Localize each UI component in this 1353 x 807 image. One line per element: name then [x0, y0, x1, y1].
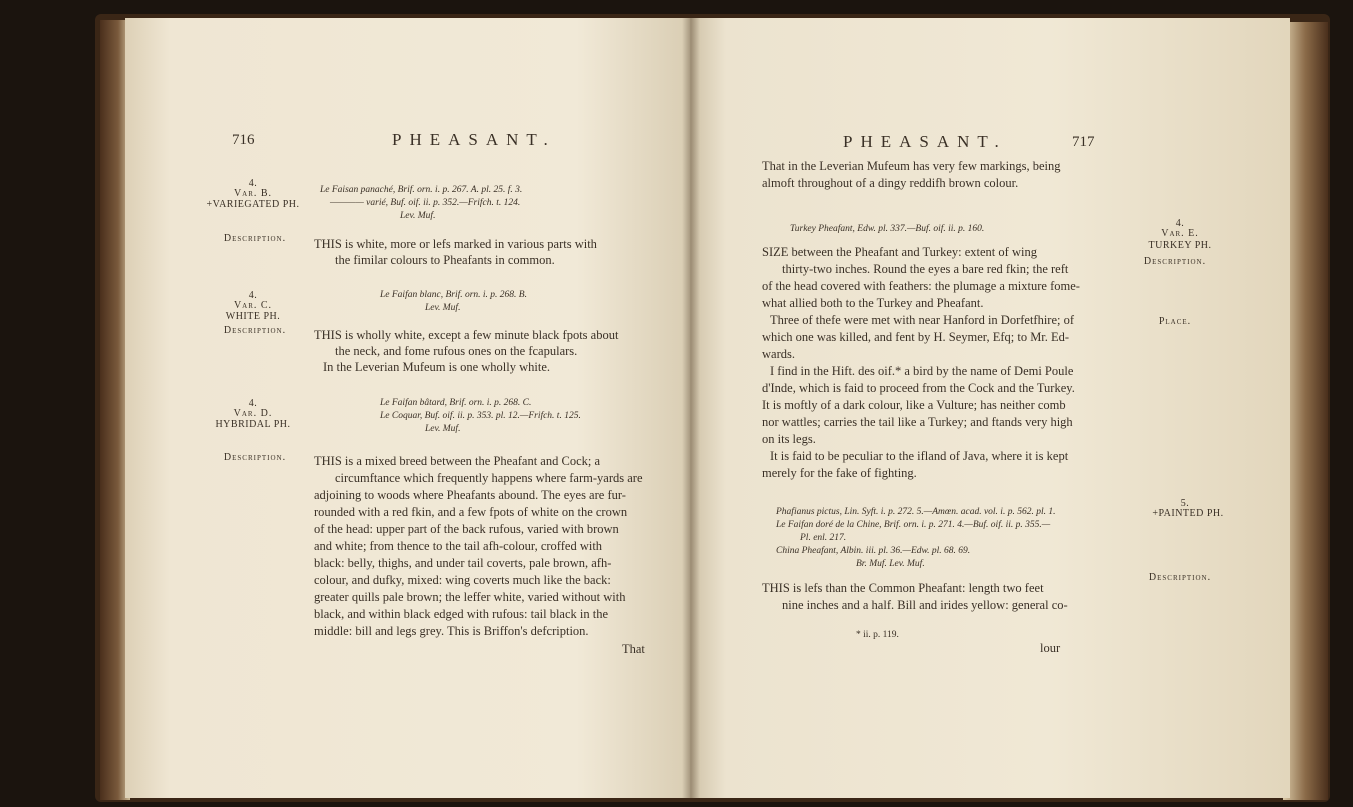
body-line: of the head covered with feathers: the plumage a mixture fome-	[762, 279, 1080, 293]
margin-name: WHITE PH.	[225, 311, 281, 322]
citation: Lev. Muf.	[425, 303, 461, 313]
margin-name: TURKEY PH.	[1148, 240, 1212, 251]
margin-var: Var. D.	[233, 408, 273, 419]
citation: Le Faisan panaché, Brif. orn. i. p. 267. A. pl. 25. f. 3.	[320, 185, 523, 195]
body-line: wards.	[762, 347, 795, 361]
body-line: It is faid to be peculiar to the ifland of Java, where it is kept	[770, 449, 1069, 463]
citation: Le Faifan blanc, Brif. orn. i. p. 268. B.	[380, 290, 527, 300]
body-line: merely for the fake of fighting.	[762, 466, 917, 480]
body-line: what allied both to the Turkey and Pheafant.	[762, 296, 984, 310]
body-line: nine inches and a half. Bill and irides yellow: general co-	[782, 598, 1068, 612]
margin-description: Description.	[1143, 256, 1207, 267]
margin-var: Var. B.	[233, 188, 273, 199]
body-line: I find in the Hift. des oif.* a bird by the name of Demi Poule	[770, 364, 1074, 378]
citation: Br. Muf. Lev. Muf.	[856, 559, 925, 569]
running-head: PHEASANT.	[392, 130, 556, 149]
running-head: PHEASANT.	[843, 132, 1007, 151]
margin-description: Description.	[223, 233, 287, 244]
margin-number: 4.	[1175, 218, 1185, 229]
body-line: greater quills pale brown; the leffer white, varied without with	[314, 590, 626, 604]
body-line: black, and within black edged with rufous: tail black in the	[314, 607, 609, 621]
citation: Turkey Pheafant, Edw. pl. 337.—Buf. oif. ii. p. 160.	[790, 224, 985, 234]
margin-name: +PAINTED PH.	[1152, 508, 1224, 519]
body-line: adjoining to woods where Pheafants abound. The eyes are fur-	[314, 488, 626, 502]
body-line: That in the Leverian Mufeum has very few markings, being	[762, 159, 1061, 173]
page-number: 717	[1072, 134, 1095, 150]
margin-number: 4.	[248, 178, 258, 189]
body-line: circumftance which frequently happens where farm-yards are	[335, 471, 643, 485]
margin-description: Description.	[223, 452, 287, 463]
citation: Le Faifan bâtard, Brif. orn. i. p. 268. C.	[380, 398, 532, 408]
citation: Pl. enl. 217.	[800, 533, 847, 543]
body-line: on its legs.	[762, 432, 816, 446]
margin-var: Var. E.	[1161, 228, 1199, 239]
body-line: middle: bill and legs grey. This is Briffon's defcription.	[314, 624, 589, 638]
margin-description: Description.	[223, 325, 287, 336]
margin-number: 4.	[248, 398, 258, 409]
body-line: THIS is a mixed breed between the Pheafant and Cock; a	[314, 454, 601, 468]
body-line: rounded with a red fkin, and a few fpots of white on the crown	[314, 505, 628, 519]
margin-var: Var. C.	[233, 300, 273, 311]
body-line: and white; from thence to the tail afh-colour, croffed with	[314, 539, 603, 553]
citation: Lev. Muf.	[425, 424, 461, 434]
citation: ———— varié, Buf. oif. ii. p. 352.—Frifch. t. 124.	[330, 198, 521, 208]
catchword: lour	[1040, 641, 1061, 655]
body-line: THIS is white, more or lefs marked in various parts with	[314, 237, 597, 251]
body-line: THIS is wholly white, except a few minute black fpots about	[314, 328, 619, 342]
body-line: black: belly, thighs, and under tail coverts, pale brown, afh-	[314, 556, 612, 570]
body-line: In the Leverian Mufeum is one wholly white.	[323, 360, 551, 374]
body-line: almoft throughout of a dingy reddifh brown colour.	[762, 176, 1019, 190]
body-line: SIZE between the Pheafant and Turkey: extent of wing	[762, 245, 1037, 259]
body-line: Three of thefe were met with near Hanford in Dorfetfhire; of	[770, 313, 1075, 327]
body-line: thirty-two inches. Round the eyes a bare red fkin; the reft	[782, 262, 1069, 276]
citation: Phafianus pictus, Lin. Syft. i. p. 272. 5.—Amœn. acad. vol. i. p. 562. pl. 1.	[776, 507, 1056, 517]
margin-number: 5.	[1180, 498, 1190, 509]
margin-name: +VARIEGATED PH.	[206, 199, 300, 210]
margin-place: Place.	[1158, 316, 1192, 327]
citation: China Pheafant, Albin. iii. pl. 36.—Edw. pl. 68. 69.	[776, 546, 971, 556]
book-gutter	[682, 18, 700, 798]
citation: Lev. Muf.	[400, 211, 436, 221]
body-line: colour, and dufky, mixed: wing coverts much like the back:	[314, 573, 611, 587]
catchword: That	[622, 642, 645, 656]
body-line: nor wattles; carries the tail like a Turkey; and ftands very high	[762, 415, 1073, 429]
body-line: the neck, and fome rufous ones on the fcapulars.	[335, 344, 578, 358]
citation: Le Coquar, Buf. oif. ii. p. 353. pl. 12.—Frifch. t. 125.	[380, 411, 581, 421]
body-line: d'Inde, which is faid to proceed from the Cock and the Turkey.	[762, 381, 1075, 395]
body-line: which one was killed, and fent by H. Seymer, Efq; to Mr. Ed-	[762, 330, 1070, 344]
citation: Le Faifan doré de la Chine, Brif. orn. i. p. 271. 4.—Buf. oif. ii. p. 355.—	[776, 520, 1051, 530]
margin-number: 4.	[248, 290, 258, 301]
body-line: the fimilar colours to Pheafants in common.	[335, 253, 555, 267]
margin-name: HYBRIDAL PH.	[215, 419, 291, 430]
body-line: It is moftly of a dark colour, like a Vulture; has neither comb	[762, 398, 1066, 412]
page-number: 716	[232, 132, 255, 148]
footnote: * ii. p. 119.	[856, 630, 899, 640]
body-line: of the head: upper part of the back rufous, varied with brown	[314, 522, 619, 536]
margin-description: Description.	[1148, 572, 1212, 583]
body-line: THIS is lefs than the Common Pheafant: length two feet	[762, 581, 1044, 595]
